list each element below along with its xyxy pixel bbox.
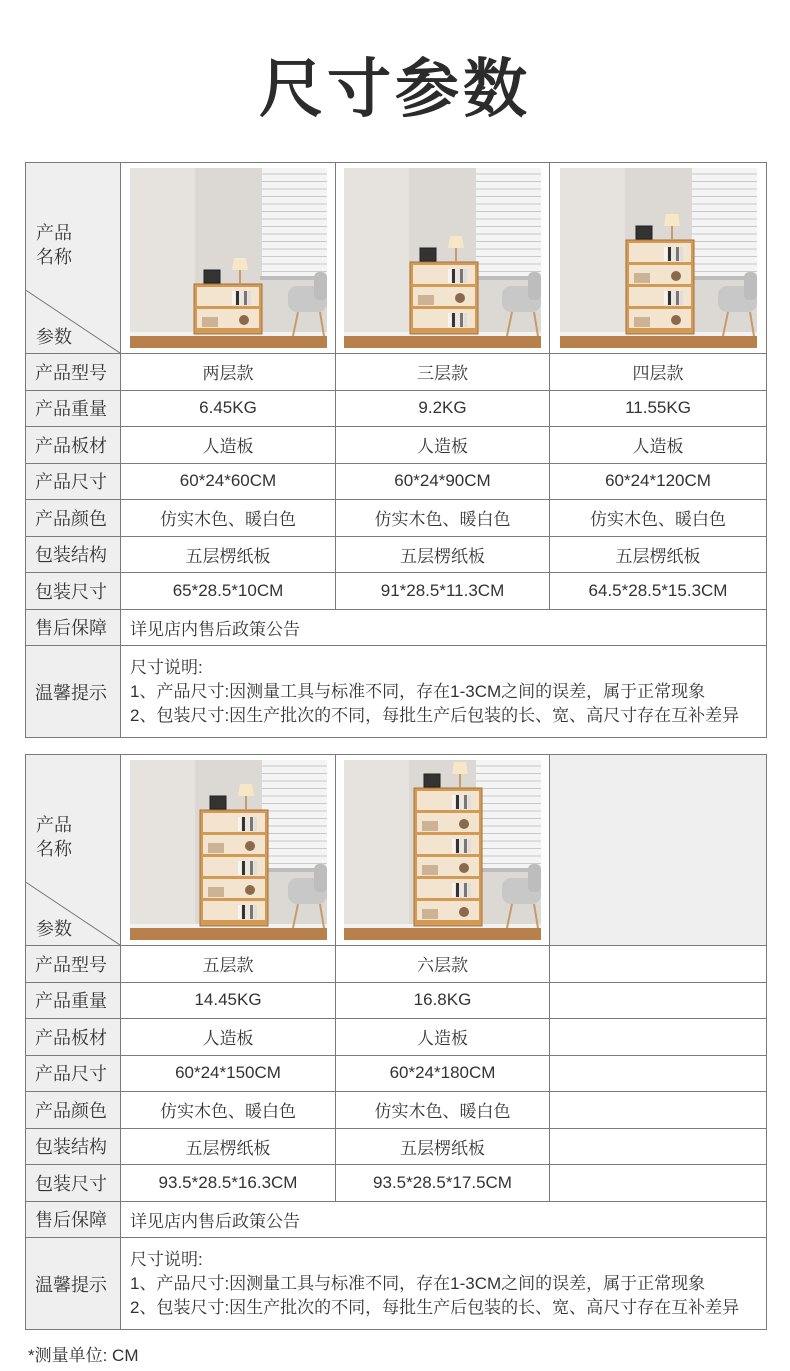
- book: [460, 795, 463, 809]
- cell-size: 60*24*90CM: [336, 463, 550, 500]
- book: [456, 883, 459, 897]
- tips-line: 1、产品尺寸:因测量工具与标准不同，存在1-3CM之间的误差，属于正常现象: [130, 681, 706, 701]
- storage-box: [422, 865, 438, 875]
- book: [254, 861, 257, 875]
- storage-box: [422, 821, 438, 831]
- side-wall: [130, 760, 195, 940]
- label-package-size: 包装尺寸: [26, 1165, 121, 1202]
- spec-table-1: [25, 162, 767, 738]
- lamp-shade: [664, 214, 680, 226]
- cell-package: 五层楞纸板: [336, 536, 550, 573]
- book: [664, 291, 667, 305]
- cell-weight: 9.2KG: [336, 390, 550, 427]
- chair-back: [744, 272, 757, 300]
- book: [242, 817, 245, 831]
- book: [448, 313, 451, 327]
- book: [242, 905, 245, 919]
- cell-size: 60*24*120CM: [550, 463, 767, 500]
- book: [250, 905, 253, 919]
- book: [238, 817, 241, 831]
- cell-color: 仿实木色、暖白色: [121, 1092, 336, 1129]
- spec-table-2: [25, 754, 767, 1330]
- side-wall: [560, 168, 625, 348]
- label-material: 产品板材: [26, 427, 121, 464]
- cell-material: 人造板: [336, 1019, 550, 1056]
- lamp-shade: [448, 236, 464, 248]
- label-weight: 产品重量: [26, 982, 121, 1019]
- cell-material: 人造板: [550, 427, 767, 464]
- cell-package: 五层楞纸板: [336, 1128, 550, 1165]
- tips-line: 2、包装尺寸:因生产批次的不同，每批生产后包装的长、宽、高尺寸存在互补差异: [130, 1297, 740, 1317]
- product-image-6-tier: [336, 755, 550, 946]
- cell-after-sales: 详见店内售后政策公告: [121, 609, 767, 646]
- floor: [344, 336, 541, 348]
- empty-cell: [550, 1019, 767, 1056]
- book: [452, 839, 455, 853]
- side-wall: [344, 760, 409, 940]
- unit-footnote: *测量单位: CM: [28, 1346, 139, 1365]
- book: [250, 861, 253, 875]
- book: [240, 291, 243, 305]
- empty-cell: [550, 1165, 767, 1202]
- window: [262, 760, 327, 870]
- cell-model: 四层款: [550, 354, 767, 391]
- book: [452, 883, 455, 897]
- decor-item: [245, 885, 255, 895]
- book: [448, 269, 451, 283]
- cell-color: 仿实木色、暖白色: [550, 500, 767, 537]
- window: [262, 168, 327, 278]
- storage-box: [634, 317, 650, 327]
- book: [464, 313, 467, 327]
- cell-material: 人造板: [336, 427, 550, 464]
- cell-model: 三层款: [336, 354, 550, 391]
- storage-box: [202, 317, 218, 327]
- book: [254, 817, 257, 831]
- label-size: 产品尺寸: [26, 1055, 121, 1092]
- book: [664, 247, 667, 261]
- label-weight: 产品重量: [26, 390, 121, 427]
- cell-package-size: 91*28.5*11.3CM: [336, 573, 550, 610]
- storage-box: [208, 843, 224, 853]
- corner-header: 产品 名称 参数: [26, 163, 121, 354]
- book: [468, 839, 471, 853]
- label-package-size: 包装尺寸: [26, 573, 121, 610]
- cell-model: 两层款: [121, 354, 336, 391]
- book: [460, 839, 463, 853]
- cell-package-size: 93.5*28.5*17.5CM: [336, 1165, 550, 1202]
- cell-size: 60*24*180CM: [336, 1055, 550, 1092]
- label-package: 包装结构: [26, 1128, 121, 1165]
- book: [468, 883, 471, 897]
- book: [672, 291, 675, 305]
- product-image-3-tier: [336, 163, 550, 354]
- book: [246, 861, 249, 875]
- label-package: 包装结构: [26, 536, 121, 573]
- cell-after-sales: 详见店内售后政策公告: [121, 1201, 767, 1238]
- storage-box: [418, 295, 434, 305]
- cell-tips: [121, 646, 767, 738]
- cell-package-size: 93.5*28.5*16.3CM: [121, 1165, 336, 1202]
- book: [456, 313, 459, 327]
- floor: [560, 336, 757, 348]
- chair-back: [314, 864, 327, 892]
- label-size: 产品尺寸: [26, 463, 121, 500]
- lamp-shade: [452, 762, 468, 774]
- cell-size: 60*24*150CM: [121, 1055, 336, 1092]
- cell-color: 仿实木色、暖白色: [336, 500, 550, 537]
- label-material: 产品板材: [26, 1019, 121, 1056]
- book: [452, 795, 455, 809]
- label-tips: 温馨提示: [26, 1238, 121, 1330]
- tips-line: 尺寸说明:: [130, 657, 203, 677]
- empty-cell: [550, 1055, 767, 1092]
- decor-item: [459, 863, 469, 873]
- corner-header: 产品 名称 参数: [26, 755, 121, 946]
- decor-item: [671, 315, 681, 325]
- cell-package-size: 65*28.5*10CM: [121, 573, 336, 610]
- book: [238, 905, 241, 919]
- book: [456, 795, 459, 809]
- book: [452, 313, 455, 327]
- cell-package: 五层楞纸板: [121, 1128, 336, 1165]
- photo-frame: [420, 248, 436, 261]
- book: [248, 291, 251, 305]
- cell-tips: [121, 1238, 767, 1330]
- book: [250, 817, 253, 831]
- cell-color: 仿实木色、暖白色: [336, 1092, 550, 1129]
- book: [242, 861, 245, 875]
- decor-item: [459, 819, 469, 829]
- book: [244, 291, 247, 305]
- cell-color: 仿实木色、暖白色: [121, 500, 336, 537]
- decor-item: [455, 293, 465, 303]
- decor-item: [239, 315, 249, 325]
- book: [672, 247, 675, 261]
- book: [246, 905, 249, 919]
- book: [460, 883, 463, 897]
- cell-weight: 16.8KG: [336, 982, 550, 1019]
- label-model: 产品型号: [26, 946, 121, 983]
- photo-frame: [204, 270, 220, 283]
- lamp-shade: [232, 258, 248, 270]
- cell-material: 人造板: [121, 1019, 336, 1056]
- book: [668, 291, 671, 305]
- chair-back: [314, 272, 327, 300]
- book: [456, 269, 459, 283]
- decor-item: [459, 907, 469, 917]
- book: [232, 291, 235, 305]
- cell-model: 六层款: [336, 946, 550, 983]
- empty-cell: [550, 982, 767, 1019]
- floor: [130, 336, 327, 348]
- cell-weight: 14.45KG: [121, 982, 336, 1019]
- photo-frame: [636, 226, 652, 239]
- book: [668, 247, 671, 261]
- storage-box: [208, 887, 224, 897]
- storage-box: [422, 909, 438, 919]
- cell-package: 五层楞纸板: [550, 536, 767, 573]
- book: [460, 269, 463, 283]
- tips-line: 2、包装尺寸:因生产批次的不同，每批生产后包装的长、宽、高尺寸存在互补差异: [130, 705, 740, 725]
- cell-weight: 6.45KG: [121, 390, 336, 427]
- decor-item: [671, 271, 681, 281]
- book: [238, 861, 241, 875]
- book: [676, 291, 679, 305]
- label-after-sales: 售后保障: [26, 1201, 121, 1238]
- cell-model: 五层款: [121, 946, 336, 983]
- cell-package: 五层楞纸板: [121, 536, 336, 573]
- label-model: 产品型号: [26, 354, 121, 391]
- side-wall: [130, 168, 195, 348]
- floor: [344, 928, 541, 940]
- book: [680, 247, 683, 261]
- book: [246, 817, 249, 831]
- book: [464, 269, 467, 283]
- label-tips: 温馨提示: [26, 646, 121, 738]
- page-title: 尺寸参数: [259, 53, 531, 127]
- empty-cell: [550, 755, 767, 946]
- storage-box: [634, 273, 650, 283]
- book: [676, 247, 679, 261]
- empty-cell: [550, 1092, 767, 1129]
- empty-cell: [550, 1128, 767, 1165]
- book: [464, 883, 467, 897]
- chair-back: [528, 272, 541, 300]
- cell-package-size: 64.5*28.5*15.3CM: [550, 573, 767, 610]
- chair-back: [528, 864, 541, 892]
- label-after-sales: 售后保障: [26, 609, 121, 646]
- tips-line: 尺寸说明:: [130, 1249, 203, 1269]
- tips-line: 1、产品尺寸:因测量工具与标准不同，存在1-3CM之间的误差，属于正常现象: [130, 1273, 706, 1293]
- book: [236, 291, 239, 305]
- lamp-shade: [238, 784, 254, 796]
- cell-material: 人造板: [121, 427, 336, 464]
- window: [476, 168, 541, 278]
- book: [254, 905, 257, 919]
- cell-size: 60*24*60CM: [121, 463, 336, 500]
- product-image-2-tier: [121, 163, 336, 354]
- window: [476, 760, 541, 870]
- window: [692, 168, 757, 278]
- empty-cell: [550, 946, 767, 983]
- label-color: 产品颜色: [26, 1092, 121, 1129]
- photo-frame: [210, 796, 226, 809]
- cell-weight: 11.55KG: [550, 390, 767, 427]
- book: [460, 313, 463, 327]
- book: [680, 291, 683, 305]
- side-wall: [344, 168, 409, 348]
- book: [456, 839, 459, 853]
- floor: [130, 928, 327, 940]
- book: [464, 795, 467, 809]
- book: [468, 795, 471, 809]
- book: [452, 269, 455, 283]
- label-color: 产品颜色: [26, 500, 121, 537]
- product-image-5-tier: [121, 755, 336, 946]
- decor-item: [245, 841, 255, 851]
- photo-frame: [424, 774, 440, 787]
- book: [464, 839, 467, 853]
- product-image-4-tier: [550, 163, 767, 354]
